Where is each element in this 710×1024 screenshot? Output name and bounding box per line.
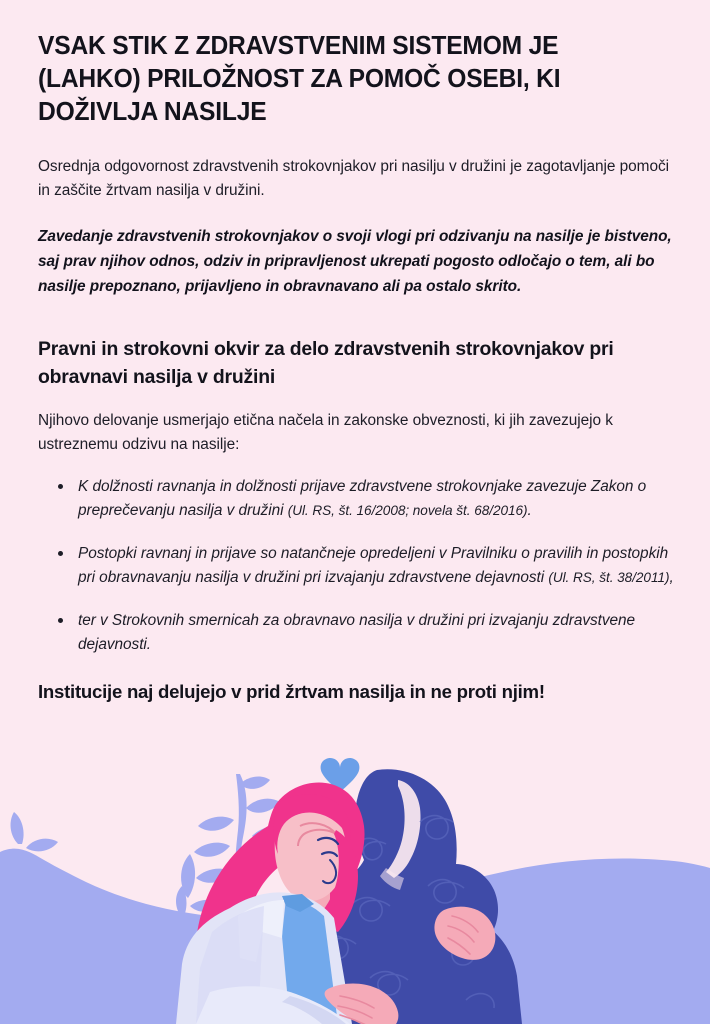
illustration-svg <box>0 756 710 1024</box>
list-item-tail: , <box>669 568 674 586</box>
section-heading: Pravni in strokovni okvir za delo zdravstvenih strokovnjakov pri obravnavi nasilja v družini <box>38 338 614 388</box>
bullet-marker <box>58 484 63 489</box>
list-item <box>56 475 678 523</box>
closing-statement: Institucije naj delujejo v prid žrtvam nasilja in ne proti njim! <box>38 681 545 703</box>
list-item-reference: (Ul. RS, št. 38/2011) <box>548 569 670 585</box>
list-item <box>56 609 678 657</box>
bullet-marker <box>58 618 63 623</box>
list-item-text: Postopki ravnanj in prijave so natančneje opredeljeni v Pravilniku o pravilih in postopkih pri obravnavanju nasilja v družini pri izvajanju zdravstvene dejavnosti <box>78 544 669 586</box>
intro-paragraph: Osrednja odgovornost zdravstvenih strokovnjakov pri nasilju v družini je zagotavljanje pomoči in zaščite žrtvam nasilja v družini. <box>38 158 669 200</box>
obligations-list <box>38 475 678 657</box>
list-intro-paragraph: Njihovo delovanje usmerjajo etična načela in zakonske obveznosti, ki jih zavezujejo k ustreznemu odzivu na nasilje: <box>38 412 613 453</box>
list-item-tail: . <box>527 501 532 519</box>
emphasis-paragraph: Zavedanje zdravstvenih strokovnjakov o svoji vlogi pri odzivanju na nasilje je bistveno, saj prav njihov odnos, odziv in pripravljenost ukrepati pogosto odločajo o tem, ali bo nasilje prepoznano, prijavljeno in obravnavano ali pa ostalo skrito. <box>38 228 672 296</box>
text-content <box>38 30 678 705</box>
list-item <box>56 542 678 590</box>
page-title: VSAK STIK Z ZDRAVSTVENIM SISTEMOM JE (LAHKO) PRILOŽNOST ZA POMOČ OSEBI, KI DOŽIVLJA NASILJE <box>38 32 561 127</box>
list-item-reference: (Ul. RS, št. 16/2008; novela št. 68/2016) <box>287 502 528 518</box>
bullet-marker <box>58 551 63 556</box>
illustration-area <box>0 756 710 1024</box>
list-item-text: K dolžnosti ravnanja in dolžnosti prijave zdravstvene strokovnjake zavezuje Zakon o preprečevanju nasilja v družini <box>78 477 647 519</box>
list-item-text: ter v Strokovnih smernicah za obravnavo nasilja v družini pri izvajanju zdravstvene dejavnosti. <box>78 612 636 654</box>
